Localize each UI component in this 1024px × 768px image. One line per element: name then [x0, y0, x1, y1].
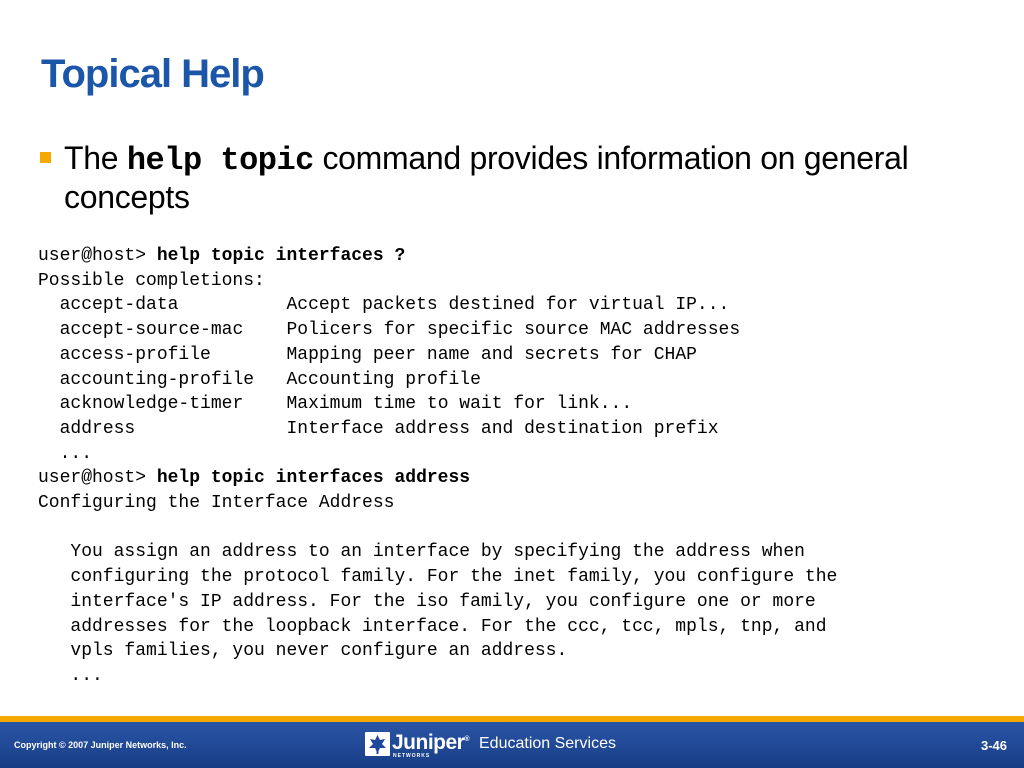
output-body-line: You assign an address to an interface by specifying the address when [70, 542, 805, 563]
possible-completions-label: Possible completions: [38, 270, 265, 291]
juniper-logo-icon [365, 732, 390, 756]
logo-subtext: NETWORKS [393, 753, 431, 759]
logo-wordmark: Juniper® [392, 731, 470, 754]
bullet-prefix: The [64, 140, 127, 176]
prompt-1: user@host> [38, 246, 157, 266]
prompt-2: user@host> [38, 468, 157, 489]
education-services-label: Education Services [479, 735, 616, 752]
completion-name: access-profile [59, 344, 211, 365]
output-body-line: vpls families, you never configure an address. [70, 641, 568, 662]
bullet-suffix: command provides information on general concepts [64, 140, 909, 215]
completion-description: Interface address and destination prefix [286, 418, 719, 439]
completion-description: Maximum time to wait for link... [286, 394, 633, 415]
slide-title: Topical Help [41, 52, 264, 96]
output-body-line: configuring the protocol family. For the inet family, you configure the [70, 567, 838, 588]
command-2: help topic interfaces address [156, 468, 471, 489]
completion-name: accept-data [59, 295, 179, 316]
completion-name: accounting-profile [59, 369, 255, 390]
completion-name: address [59, 418, 136, 439]
bullet-command: help topic [126, 142, 314, 179]
footer-bar [0, 722, 1024, 768]
output-heading: Configuring the Interface Address [38, 493, 395, 514]
square-bullet-icon [40, 152, 51, 163]
command-1: help topic interfaces ? [156, 246, 406, 266]
completion-description: Accounting profile [286, 369, 481, 390]
completion-description: Accept packets destined for virtual IP... [286, 295, 730, 316]
ellipsis: ... [70, 665, 103, 686]
completion-name: acknowledge-timer [59, 394, 244, 415]
completion-name: accept-source-mac [59, 320, 244, 341]
bullet-text [64, 140, 1000, 216]
bullet-item [40, 140, 1000, 216]
completion-description: Mapping peer name and secrets for CHAP [286, 344, 697, 365]
copyright-text: Copyright © 2007 Juniper Networks, Inc. [14, 740, 187, 750]
page-number: 3-46 [980, 738, 1007, 753]
output-body-line: addresses for the loopback interface. For the ccc, tcc, mpls, tnp, and [70, 616, 827, 637]
output-body-line: interface's IP address. For the iso family, you configure one or more [70, 591, 816, 612]
ellipsis: ... [59, 443, 93, 464]
terminal-output [38, 244, 837, 689]
completion-description: Policers for specific source MAC addresses [286, 320, 741, 341]
